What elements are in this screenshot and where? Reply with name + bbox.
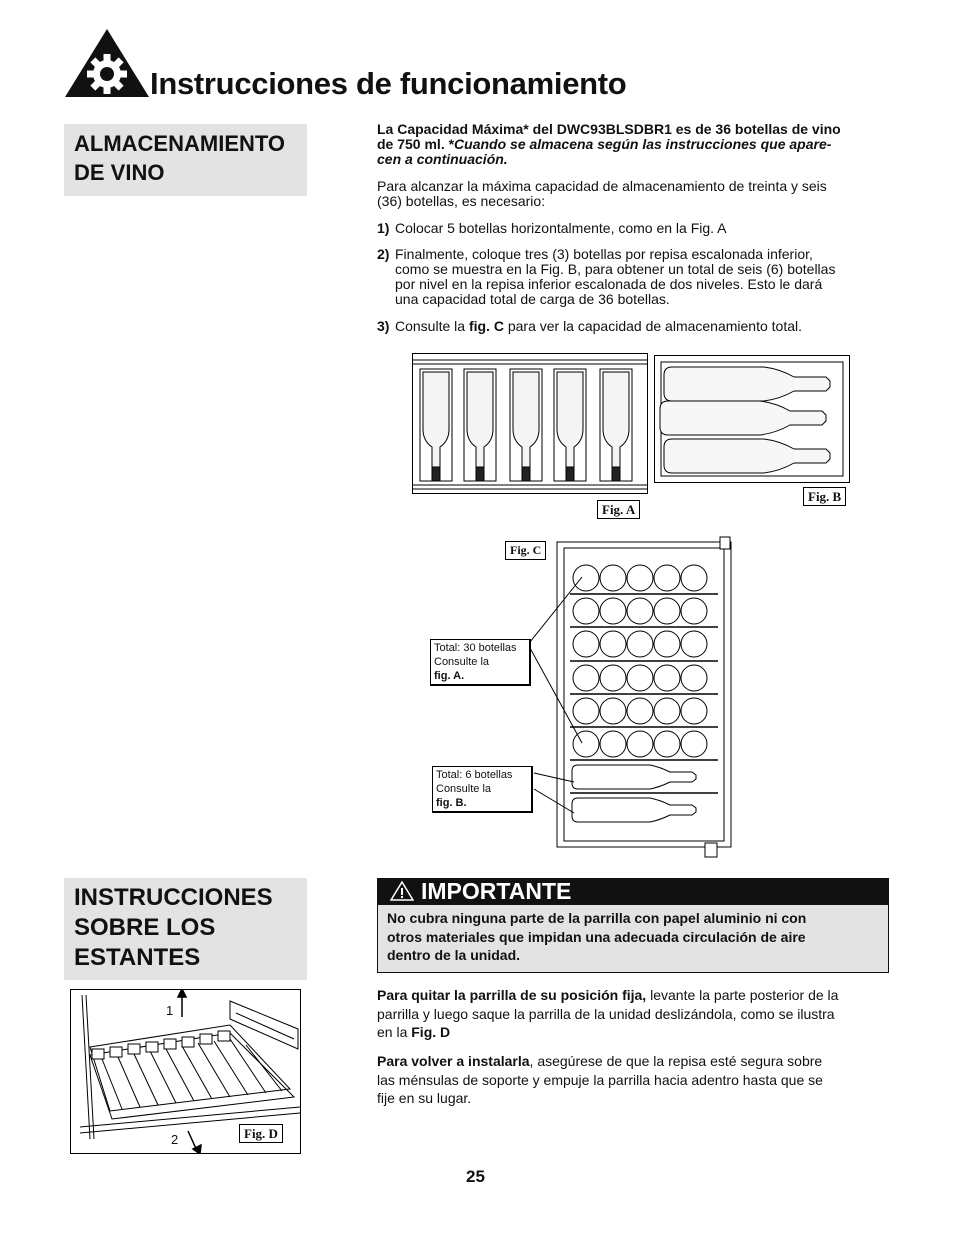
step-2 bbox=[377, 247, 897, 307]
page-number: 25 bbox=[466, 1167, 485, 1186]
capacity-line1: La Capacidad Máxima* del DWC93BLSDBR1 es de 36 botellas de vino bbox=[377, 121, 841, 137]
step-1-number: 1) bbox=[377, 220, 390, 236]
important-header bbox=[377, 878, 889, 904]
callout-30-line2: Consulte la bbox=[434, 656, 490, 668]
shelves-heading-line2: SOBRE LOS bbox=[74, 914, 216, 941]
step-2-number: 2) bbox=[377, 246, 390, 262]
gear-warning-triangle-icon bbox=[64, 28, 150, 98]
arrow-1-label: 1 bbox=[166, 1003, 174, 1018]
fig-b-label: Fig. B bbox=[803, 487, 846, 506]
wine-storage-heading bbox=[64, 124, 307, 196]
intro-line2: (36) botellas, es necesario: bbox=[377, 193, 546, 209]
reinstall-line1: , asegúrese de que la repisa esté segura sobre bbox=[529, 1053, 823, 1069]
important-line2: otros materiales que impidan una adecuada circulación de aire bbox=[387, 928, 806, 945]
important-body bbox=[377, 904, 889, 973]
capacity-paragraph bbox=[377, 122, 902, 167]
step-2-line2: como se muestra en la Fig. B, para obtener un total de seis (6) botellas bbox=[395, 261, 836, 277]
capacity-line3-italic: cen a continuación. bbox=[377, 151, 508, 167]
step-3-pre: Consulte la bbox=[395, 318, 466, 334]
reinstall-bold: Para volver a instalarla bbox=[377, 1053, 530, 1069]
callout-6-line3: fig. B. bbox=[436, 797, 467, 809]
step-3 bbox=[377, 319, 897, 334]
capacity-line2-italic: Cuando se almacena según las instrucciones que apare- bbox=[454, 136, 832, 152]
intro-line1: Para alcanzar la máxima capacidad de almacenamiento de treinta y seis bbox=[377, 178, 827, 194]
fig-c-label: Fig. C bbox=[505, 541, 546, 560]
remove-line3-bold: Fig. D bbox=[411, 1024, 451, 1040]
callout-30-line1: Total: 30 botellas bbox=[434, 642, 517, 654]
callout-6-line2: Consulte la bbox=[436, 783, 492, 795]
important-line1: No cubra ninguna parte de la parrilla con papel aluminio ni con bbox=[387, 910, 807, 926]
step-1-text: Colocar 5 botellas horizontalmente, como en la Fig. A bbox=[395, 220, 727, 236]
capacity-line2: de 750 ml. * bbox=[377, 136, 455, 152]
intro-paragraph bbox=[377, 179, 902, 209]
fig-d-label: Fig. D bbox=[239, 1124, 283, 1143]
shelves-heading-line1: INSTRUCCIONES bbox=[74, 884, 273, 911]
step-3-bold: fig. C bbox=[468, 318, 504, 334]
step-3-number: 3) bbox=[377, 318, 390, 334]
step-1 bbox=[377, 221, 897, 236]
figure-c-illustration bbox=[530, 535, 740, 860]
reinstall-paragraph bbox=[377, 1052, 902, 1108]
arrow-2-label: 2 bbox=[171, 1132, 179, 1147]
wine-storage-heading-line1: ALMACENAMIENTO bbox=[74, 131, 286, 156]
warning-triangle-icon bbox=[390, 881, 414, 901]
shelves-heading bbox=[64, 878, 307, 980]
page-title: Instrucciones de funcionamiento bbox=[150, 66, 627, 101]
remove-line3-pre: en la bbox=[377, 1024, 408, 1040]
fig-a-label: Fig. A bbox=[597, 500, 640, 519]
important-line3: dentro de la unidad. bbox=[387, 947, 521, 963]
callout-6-line1: Total: 6 botellas bbox=[436, 769, 513, 781]
remove-line1: levante la parte posterior de la bbox=[650, 987, 839, 1003]
figure-a-illustration bbox=[412, 353, 648, 495]
callout-30-line3: fig. A. bbox=[434, 670, 465, 682]
step-2-line1: Finalmente, coloque tres (3) botellas por repisa escalonada inferior, bbox=[395, 246, 813, 262]
reinstall-line2: las ménsulas de soporte y empuje la parrilla hacia adentro hasta que se bbox=[377, 1071, 823, 1088]
step-3-post: para ver la capacidad de almacenamiento total. bbox=[507, 318, 803, 334]
shelves-heading-line3: ESTANTES bbox=[74, 944, 201, 971]
callout-6-bottles bbox=[432, 766, 533, 813]
remove-line2: parrilla y luego saque la parrilla de la unidad deslizándola, como se ilustra bbox=[377, 1005, 835, 1022]
important-title: IMPORTANTE bbox=[421, 878, 572, 904]
remove-paragraph bbox=[377, 986, 902, 1042]
step-2-line4: una capacidad total de carga de 36 botellas. bbox=[395, 291, 670, 307]
reinstall-line3: fije en su lugar. bbox=[377, 1090, 472, 1106]
step-2-line3: por nivel en la repisa inferior escalonada de dos niveles. Esto le dará bbox=[395, 276, 823, 292]
remove-bold: Para quitar la parrilla de su posición fija, bbox=[377, 987, 647, 1003]
wine-storage-heading-line2: DE VINO bbox=[74, 160, 165, 185]
callout-30-bottles bbox=[430, 639, 531, 686]
figure-b-illustration bbox=[654, 355, 850, 483]
